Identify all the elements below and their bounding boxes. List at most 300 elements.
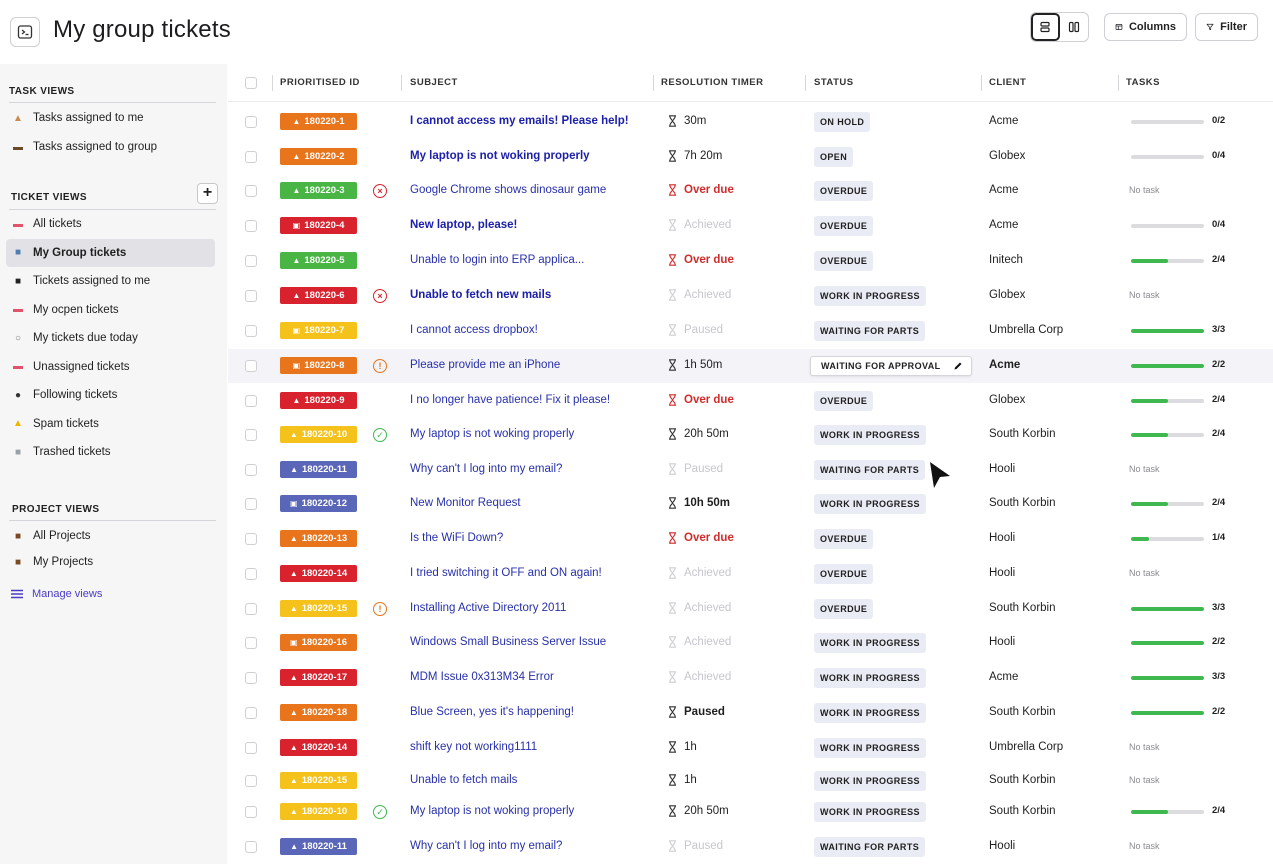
task-progress-bar [1131, 364, 1204, 368]
ticket-subject-link[interactable]: Installing Active Directory 2011 [410, 602, 567, 614]
column-separator [653, 75, 654, 91]
ticket-id-badge[interactable] [280, 530, 357, 547]
timer-value: Paused [684, 706, 725, 718]
sidebar-item-spam-tickets[interactable] [6, 410, 215, 438]
ticket-id: 180220-14 [301, 568, 348, 579]
list-view-icon [1039, 21, 1051, 33]
sidebar-item-tasks-assigned-to-group[interactable] [6, 133, 215, 161]
status-badge[interactable] [814, 564, 873, 584]
alert-icon: ▲ [289, 776, 298, 785]
column-separator [805, 75, 806, 91]
hourglass-icon [668, 324, 677, 336]
row-checkbox[interactable] [245, 637, 257, 649]
task-count: 2/4 [1212, 394, 1226, 405]
ticket-emoji-icon: ▬ [13, 218, 23, 230]
resolution-timer [668, 671, 731, 683]
ticket-subject-link[interactable]: I no longer have patience! Fix it please! [410, 394, 611, 406]
check-circle-icon: ✓ [373, 805, 387, 819]
ticket-subject-link[interactable]: New laptop, please! [410, 219, 518, 231]
table-row[interactable] [228, 453, 1273, 487]
ticket-id-badge[interactable] [280, 772, 357, 789]
status-badge[interactable] [814, 112, 870, 132]
ticket-subject-link[interactable]: Unable to fetch new mails [410, 289, 552, 301]
row-checkbox[interactable] [245, 151, 257, 163]
column-separator [981, 75, 982, 91]
hourglass-icon [668, 636, 677, 648]
divider [9, 102, 216, 103]
table-row[interactable] [228, 661, 1273, 695]
row-checkbox[interactable] [245, 533, 257, 545]
sidebar-item-label: My Group tickets [33, 246, 127, 259]
resolution-timer [668, 840, 723, 852]
table-row[interactable] [228, 487, 1273, 521]
resolution-timer [668, 254, 734, 266]
status-badge[interactable] [814, 147, 853, 167]
sidebar-item-all-tickets[interactable] [6, 210, 215, 238]
row-checkbox[interactable] [245, 498, 257, 510]
row-checkbox[interactable] [245, 707, 257, 719]
filter-icon [1206, 21, 1214, 33]
row-checkbox[interactable] [245, 220, 257, 232]
ticket-subject-link[interactable]: New Monitor Request [410, 497, 521, 509]
sidebar-item-tickets-assigned-to-me[interactable] [6, 267, 215, 295]
list-view-button[interactable] [1031, 13, 1060, 41]
task-count: 0/4 [1212, 150, 1226, 161]
client-name: Globex [989, 289, 1026, 301]
inbox-tray-emoji-icon: ▬ [13, 141, 23, 153]
table-row[interactable] [228, 522, 1273, 556]
cancel-circle-icon: × [373, 289, 387, 303]
status-label: WORK IN PROGRESS [820, 499, 920, 509]
resolution-timer [668, 150, 722, 162]
ticket-id: 180220-1 [304, 116, 345, 127]
timer-value: 1h [684, 741, 697, 753]
client-name: South Korbin [989, 774, 1056, 786]
timer-value: 7h 20m [684, 150, 723, 162]
hourglass-icon [668, 428, 677, 440]
ticket-id-badge[interactable] [280, 357, 357, 374]
status-badge[interactable] [814, 321, 925, 341]
ticket-id: 180220-5 [304, 255, 345, 266]
ticket-subject-link[interactable]: MDM Issue 0x313M34 Error [410, 671, 554, 683]
ticket-subject-link[interactable]: My laptop is not woking properly [410, 805, 575, 817]
status-label: OVERDUE [820, 221, 868, 231]
ticket-id: 180220-16 [301, 637, 347, 648]
table-header [228, 64, 1273, 102]
ticket-id-badge[interactable] [280, 704, 357, 721]
table-row[interactable] [228, 418, 1273, 452]
resolution-timer [668, 532, 734, 544]
cart-icon: ▣ [292, 326, 301, 335]
column-separator [1118, 75, 1119, 91]
column-header-subject[interactable]: SUBJECT [410, 77, 458, 88]
task-count: 2/4 [1212, 428, 1226, 439]
top-hat-emoji-icon: ■ [14, 275, 22, 287]
alert-icon: ▲ [290, 465, 298, 474]
status-label: WORK IN PROGRESS [820, 708, 920, 718]
ticket-id: 180220-3 [304, 185, 345, 196]
task-count: 2/2 [1212, 359, 1226, 370]
timer-value: Achieved [684, 671, 732, 683]
client-name: Hooli [989, 636, 1016, 648]
sidebar-item-label: All Projects [33, 530, 91, 542]
task-count: 0/2 [1212, 115, 1226, 126]
sidebar-item-following-tickets[interactable] [6, 381, 215, 409]
ticket-id-badge[interactable] [280, 600, 357, 617]
sidebar-item-label: Following tickets [33, 389, 118, 401]
plus-icon: + [202, 184, 213, 201]
row-checkbox[interactable] [245, 672, 257, 684]
client-name: Hooli [989, 463, 1016, 475]
columns-icon [1115, 21, 1123, 33]
board-view-icon [1068, 21, 1080, 33]
table-row[interactable] [228, 830, 1273, 864]
ticket-id-badge[interactable] [280, 182, 357, 199]
table-row[interactable] [228, 696, 1273, 730]
sidebar [0, 64, 227, 864]
row-checkbox[interactable] [245, 116, 257, 128]
hourglass-icon [668, 532, 677, 544]
ticket-id-badge[interactable] [280, 495, 357, 512]
ticket-subject-link[interactable]: Windows Small Business Server Issue [410, 636, 607, 648]
alert-icon: ▲ [292, 186, 301, 195]
page-title: My group tickets [53, 16, 231, 43]
add-view-button[interactable] [197, 183, 218, 204]
warning-emoji-icon: ▲ [13, 418, 23, 429]
timer-value: Over due [684, 254, 734, 266]
hourglass-icon [668, 289, 677, 301]
pencil-icon[interactable] [953, 361, 963, 371]
sliders-icon [11, 589, 23, 599]
status-badge[interactable] [814, 286, 926, 306]
status-badge[interactable] [814, 460, 925, 480]
table-row[interactable] [228, 244, 1273, 278]
client-name: South Korbin [989, 706, 1056, 718]
resolution-timer [668, 706, 725, 718]
ticket-subject-link[interactable]: I cannot access my emails! Please help! [410, 115, 629, 127]
task-count: 2/2 [1212, 636, 1226, 647]
row-checkbox[interactable] [245, 255, 257, 267]
sidebar-item-label: Tickets assigned to me [33, 275, 151, 287]
ticket-id: 180220-11 [302, 464, 347, 475]
task-count: 2/4 [1212, 254, 1226, 265]
table-row[interactable] [228, 140, 1273, 174]
status-label: WORK IN PROGRESS [820, 807, 920, 817]
task-progress-bar [1131, 502, 1204, 506]
task-progress-fill [1131, 259, 1168, 263]
cart-icon: ▣ [292, 221, 301, 230]
ticket-id-badge[interactable] [280, 392, 357, 409]
ticket-subject-link[interactable]: Google Chrome shows dinosaur game [410, 184, 607, 196]
resolution-timer [668, 741, 697, 753]
table-row[interactable] [228, 764, 1273, 798]
table-row[interactable] [228, 279, 1273, 313]
row-checkbox[interactable] [245, 775, 257, 787]
status-label: OVERDUE [820, 604, 868, 614]
resolution-timer [668, 636, 731, 648]
exclamation-circle-icon: ! [373, 359, 387, 373]
filter-label: Filter [1220, 21, 1247, 33]
row-checkbox[interactable] [245, 185, 257, 197]
row-checkbox[interactable] [245, 325, 257, 337]
briefcase-emoji-icon: ■ [14, 530, 22, 542]
status-label: WORK IN PROGRESS [820, 430, 920, 440]
timer-value: Paused [684, 324, 724, 336]
row-checkbox[interactable] [245, 429, 257, 441]
sidebar-item-all-projects[interactable] [6, 522, 215, 550]
hourglass-icon [668, 741, 677, 753]
client-name: Hooli [989, 567, 1016, 579]
ticket-id: 180220-14 [301, 742, 348, 753]
columns-button[interactable] [1104, 13, 1187, 41]
row-checkbox[interactable] [245, 360, 257, 372]
alert-icon: ▲ [292, 396, 301, 405]
ticket-subject-link[interactable]: Unable to login into ERP applica... [410, 254, 585, 266]
cart-icon: ▣ [290, 638, 298, 647]
task-progress-bar [1131, 711, 1204, 715]
filter-button[interactable] [1195, 13, 1258, 41]
hourglass-icon [668, 219, 677, 231]
sidebar-item-label: My ocpen tickets [33, 303, 119, 316]
task-count: 3/3 [1212, 602, 1226, 613]
task-progress-fill [1131, 641, 1204, 645]
client-name: Initech [989, 254, 1023, 266]
row-checkbox[interactable] [245, 603, 257, 615]
status-label: OVERDUE [820, 534, 868, 544]
task-count: 1/4 [1212, 532, 1226, 543]
ticket-subject-link[interactable]: Blue Screen, yes it's happening! [410, 706, 574, 718]
cart-icon: ▣ [292, 361, 301, 370]
status-badge[interactable] [814, 494, 926, 514]
ticket-id-badge[interactable] [280, 287, 357, 304]
sidebar-item-unassigned-tickets[interactable] [6, 353, 215, 381]
terminal-panel-icon [17, 24, 33, 40]
resolution-timer [668, 115, 706, 127]
status-dropdown[interactable] [810, 356, 972, 376]
ticket-id-badge[interactable] [280, 113, 357, 130]
client-name: South Korbin [989, 497, 1056, 509]
status-badge[interactable] [814, 216, 873, 236]
column-header-client[interactable]: CLIENT [989, 77, 1027, 88]
manage-views-link[interactable] [11, 588, 102, 600]
resolution-timer [668, 428, 729, 440]
row-checkbox[interactable] [245, 395, 257, 407]
status-label: WAITING FOR PARTS [820, 465, 920, 475]
status-badge[interactable] [814, 391, 873, 411]
resolution-timer [668, 567, 731, 579]
table-row[interactable] [228, 592, 1273, 626]
sidebar-item-label: Unassigned tickets [33, 360, 130, 373]
status-badge[interactable] [814, 703, 926, 723]
ticket-id-badge[interactable] [280, 803, 357, 820]
status-badge[interactable] [814, 633, 926, 653]
column-separator [401, 75, 402, 91]
ticket-id: 180220-8 [304, 360, 345, 371]
table-row[interactable] [228, 105, 1273, 139]
alert-icon: ▲ [292, 256, 301, 265]
task-progress-fill [1131, 329, 1204, 333]
resolution-timer [668, 324, 723, 336]
ticket-subject-link[interactable]: Why can't I log into my email? [410, 463, 563, 475]
alert-icon: ▲ [289, 534, 298, 543]
row-checkbox[interactable] [245, 806, 257, 818]
sidebar-item-my-group-tickets[interactable] [6, 239, 215, 267]
sidebar-item-my-projects[interactable] [6, 548, 215, 576]
resolution-timer [668, 219, 731, 231]
row-checkbox[interactable] [245, 464, 257, 476]
sidebar-item-label: Trashed tickets [33, 446, 111, 458]
status-badge[interactable] [814, 251, 873, 271]
ticket-subject-link[interactable]: Unable to fetch mails [410, 774, 518, 786]
timer-value: Over due [684, 184, 734, 196]
ticket-subject-link[interactable]: shift key not working1111 [410, 741, 538, 753]
tickets-table [228, 64, 1273, 864]
ticket-id: 180220-15 [301, 775, 348, 786]
no-task-label: No task [1129, 775, 1160, 785]
sidebar-item-my-tickets-due-today[interactable] [6, 324, 215, 352]
hourglass-icon [668, 184, 677, 196]
alert-icon: ▲ [292, 117, 301, 126]
column-header-id[interactable]: PRIORITISED ID [280, 77, 360, 88]
task-progress-bar [1131, 810, 1204, 814]
table-row[interactable] [228, 795, 1273, 829]
sidebar-item-my-ocpen-tickets[interactable] [6, 296, 215, 324]
hourglass-icon [668, 706, 677, 718]
timer-value: 10h 50m [684, 497, 731, 509]
column-header-status[interactable]: STATUS [814, 77, 854, 88]
sidebar-toggle-button[interactable] [10, 17, 40, 47]
cancel-circle-icon: × [373, 184, 387, 198]
status-badge[interactable] [814, 425, 926, 445]
table-row[interactable] [228, 384, 1273, 418]
row-checkbox[interactable] [245, 742, 257, 754]
ticket-id-badge[interactable] [280, 461, 357, 478]
resolution-timer [668, 394, 734, 406]
ticket-id: 180220-18 [301, 707, 348, 718]
table-row[interactable] [228, 626, 1273, 660]
timer-value: 1h 50m [684, 359, 723, 371]
status-badge[interactable] [814, 668, 926, 688]
ticket-emoji-icon: ▬ [13, 304, 23, 315]
ticket-id: 180220-4 [304, 220, 345, 231]
divider [9, 520, 216, 521]
hourglass-icon [668, 463, 677, 475]
ticket-subject-link[interactable]: I tried switching it OFF and ON again! [410, 567, 602, 579]
status-label: OVERDUE [820, 396, 868, 406]
ticket-id-badge[interactable] [280, 148, 357, 165]
ticket-id: 180220-2 [304, 151, 345, 162]
sidebar-item-tasks-assigned-to-me[interactable] [6, 104, 215, 132]
timer-value: 1h [684, 774, 697, 786]
timer-value: Achieved [684, 289, 732, 301]
client-name: Globex [989, 150, 1026, 162]
resolution-timer [668, 463, 723, 475]
resolution-timer [668, 184, 734, 196]
task-progress-bar [1131, 641, 1204, 645]
status-label: OVERDUE [820, 256, 868, 266]
alert-icon: ▲ [289, 708, 298, 717]
no-task-label: No task [1129, 841, 1160, 851]
alert-icon: ▲ [289, 807, 298, 816]
resolution-timer [668, 497, 730, 509]
task-progress-fill [1131, 676, 1204, 680]
task-views-title: TASK VIEWS [9, 86, 75, 97]
board-view-button[interactable] [1060, 13, 1088, 41]
client-name: Hooli [989, 532, 1016, 544]
status-badge[interactable] [814, 771, 926, 791]
row-checkbox[interactable] [245, 841, 257, 853]
ticket-subject-link[interactable]: Please provide me an iPhone [410, 359, 561, 371]
mailbox-emoji-icon: ■ [14, 247, 22, 258]
status-label: WORK IN PROGRESS [820, 291, 920, 301]
sidebar-item-label: Spam tickets [33, 417, 99, 430]
task-progress-bar [1131, 329, 1204, 333]
status-badge[interactable] [814, 837, 925, 857]
resolution-timer [668, 805, 729, 817]
sidebar-item-trashed-tickets[interactable] [6, 438, 215, 466]
table-row[interactable] [228, 209, 1273, 243]
ticket-id-badge[interactable] [280, 739, 357, 756]
status-badge[interactable] [814, 529, 873, 549]
status-badge[interactable] [814, 181, 873, 201]
row-checkbox[interactable] [245, 290, 257, 302]
table-row[interactable] [228, 174, 1273, 208]
column-header-timer[interactable]: RESOLUTION TIMER [661, 77, 764, 88]
timer-value: 20h 50m [684, 805, 729, 817]
hourglass-icon [668, 254, 677, 266]
sidebar-item-label: Tasks assigned to group [33, 141, 158, 153]
manage-views-label: Manage views [32, 588, 103, 600]
hourglass-icon [668, 115, 677, 127]
ticket-id: 180220-9 [304, 395, 345, 406]
ticket-id-badge[interactable] [280, 322, 357, 339]
mouse-cursor-icon [928, 460, 952, 490]
ticket-id-badge[interactable] [280, 565, 357, 582]
task-progress-bar [1131, 607, 1204, 611]
briefcase-emoji-icon: ■ [14, 556, 22, 568]
ticket-id-badge[interactable] [280, 634, 357, 651]
task-progress-bar [1131, 120, 1204, 124]
ticket-id: 180220-17 [301, 672, 348, 683]
ticket-subject-link[interactable]: My laptop is not woking properly [410, 428, 575, 440]
ticket-id-badge[interactable] [280, 838, 357, 855]
table-row[interactable] [228, 349, 1273, 383]
status-label: WORK IN PROGRESS [820, 673, 920, 683]
client-name: Acme [989, 219, 1019, 231]
table-row[interactable] [228, 731, 1273, 765]
ticket-subject-link[interactable]: I cannot access dropbox! [410, 324, 538, 336]
hourglass-icon [668, 150, 677, 162]
table-row[interactable] [228, 557, 1273, 591]
resolution-timer [668, 359, 722, 371]
ticket-id-badge[interactable] [280, 426, 357, 443]
select-all-checkbox[interactable] [245, 77, 257, 89]
status-badge[interactable] [814, 599, 873, 619]
ticket-id-badge[interactable] [280, 252, 357, 269]
ticket-subject-link[interactable]: My laptop is not woking properly [410, 150, 590, 162]
status-label: WAITING FOR APPROVAL [821, 361, 941, 371]
ticket-subject-link[interactable]: Is the WiFi Down? [410, 532, 504, 544]
view-toggle [1030, 12, 1089, 42]
status-badge[interactable] [814, 738, 926, 758]
table-row[interactable] [228, 314, 1273, 348]
row-checkbox[interactable] [245, 568, 257, 580]
status-badge[interactable] [814, 802, 926, 822]
ticket-id-badge[interactable] [280, 217, 357, 234]
column-header-tasks[interactable]: TASKS [1126, 77, 1160, 88]
ticket-id-badge[interactable] [280, 669, 357, 686]
ticket-subject-link[interactable]: Why can't I log into my email? [410, 840, 563, 852]
